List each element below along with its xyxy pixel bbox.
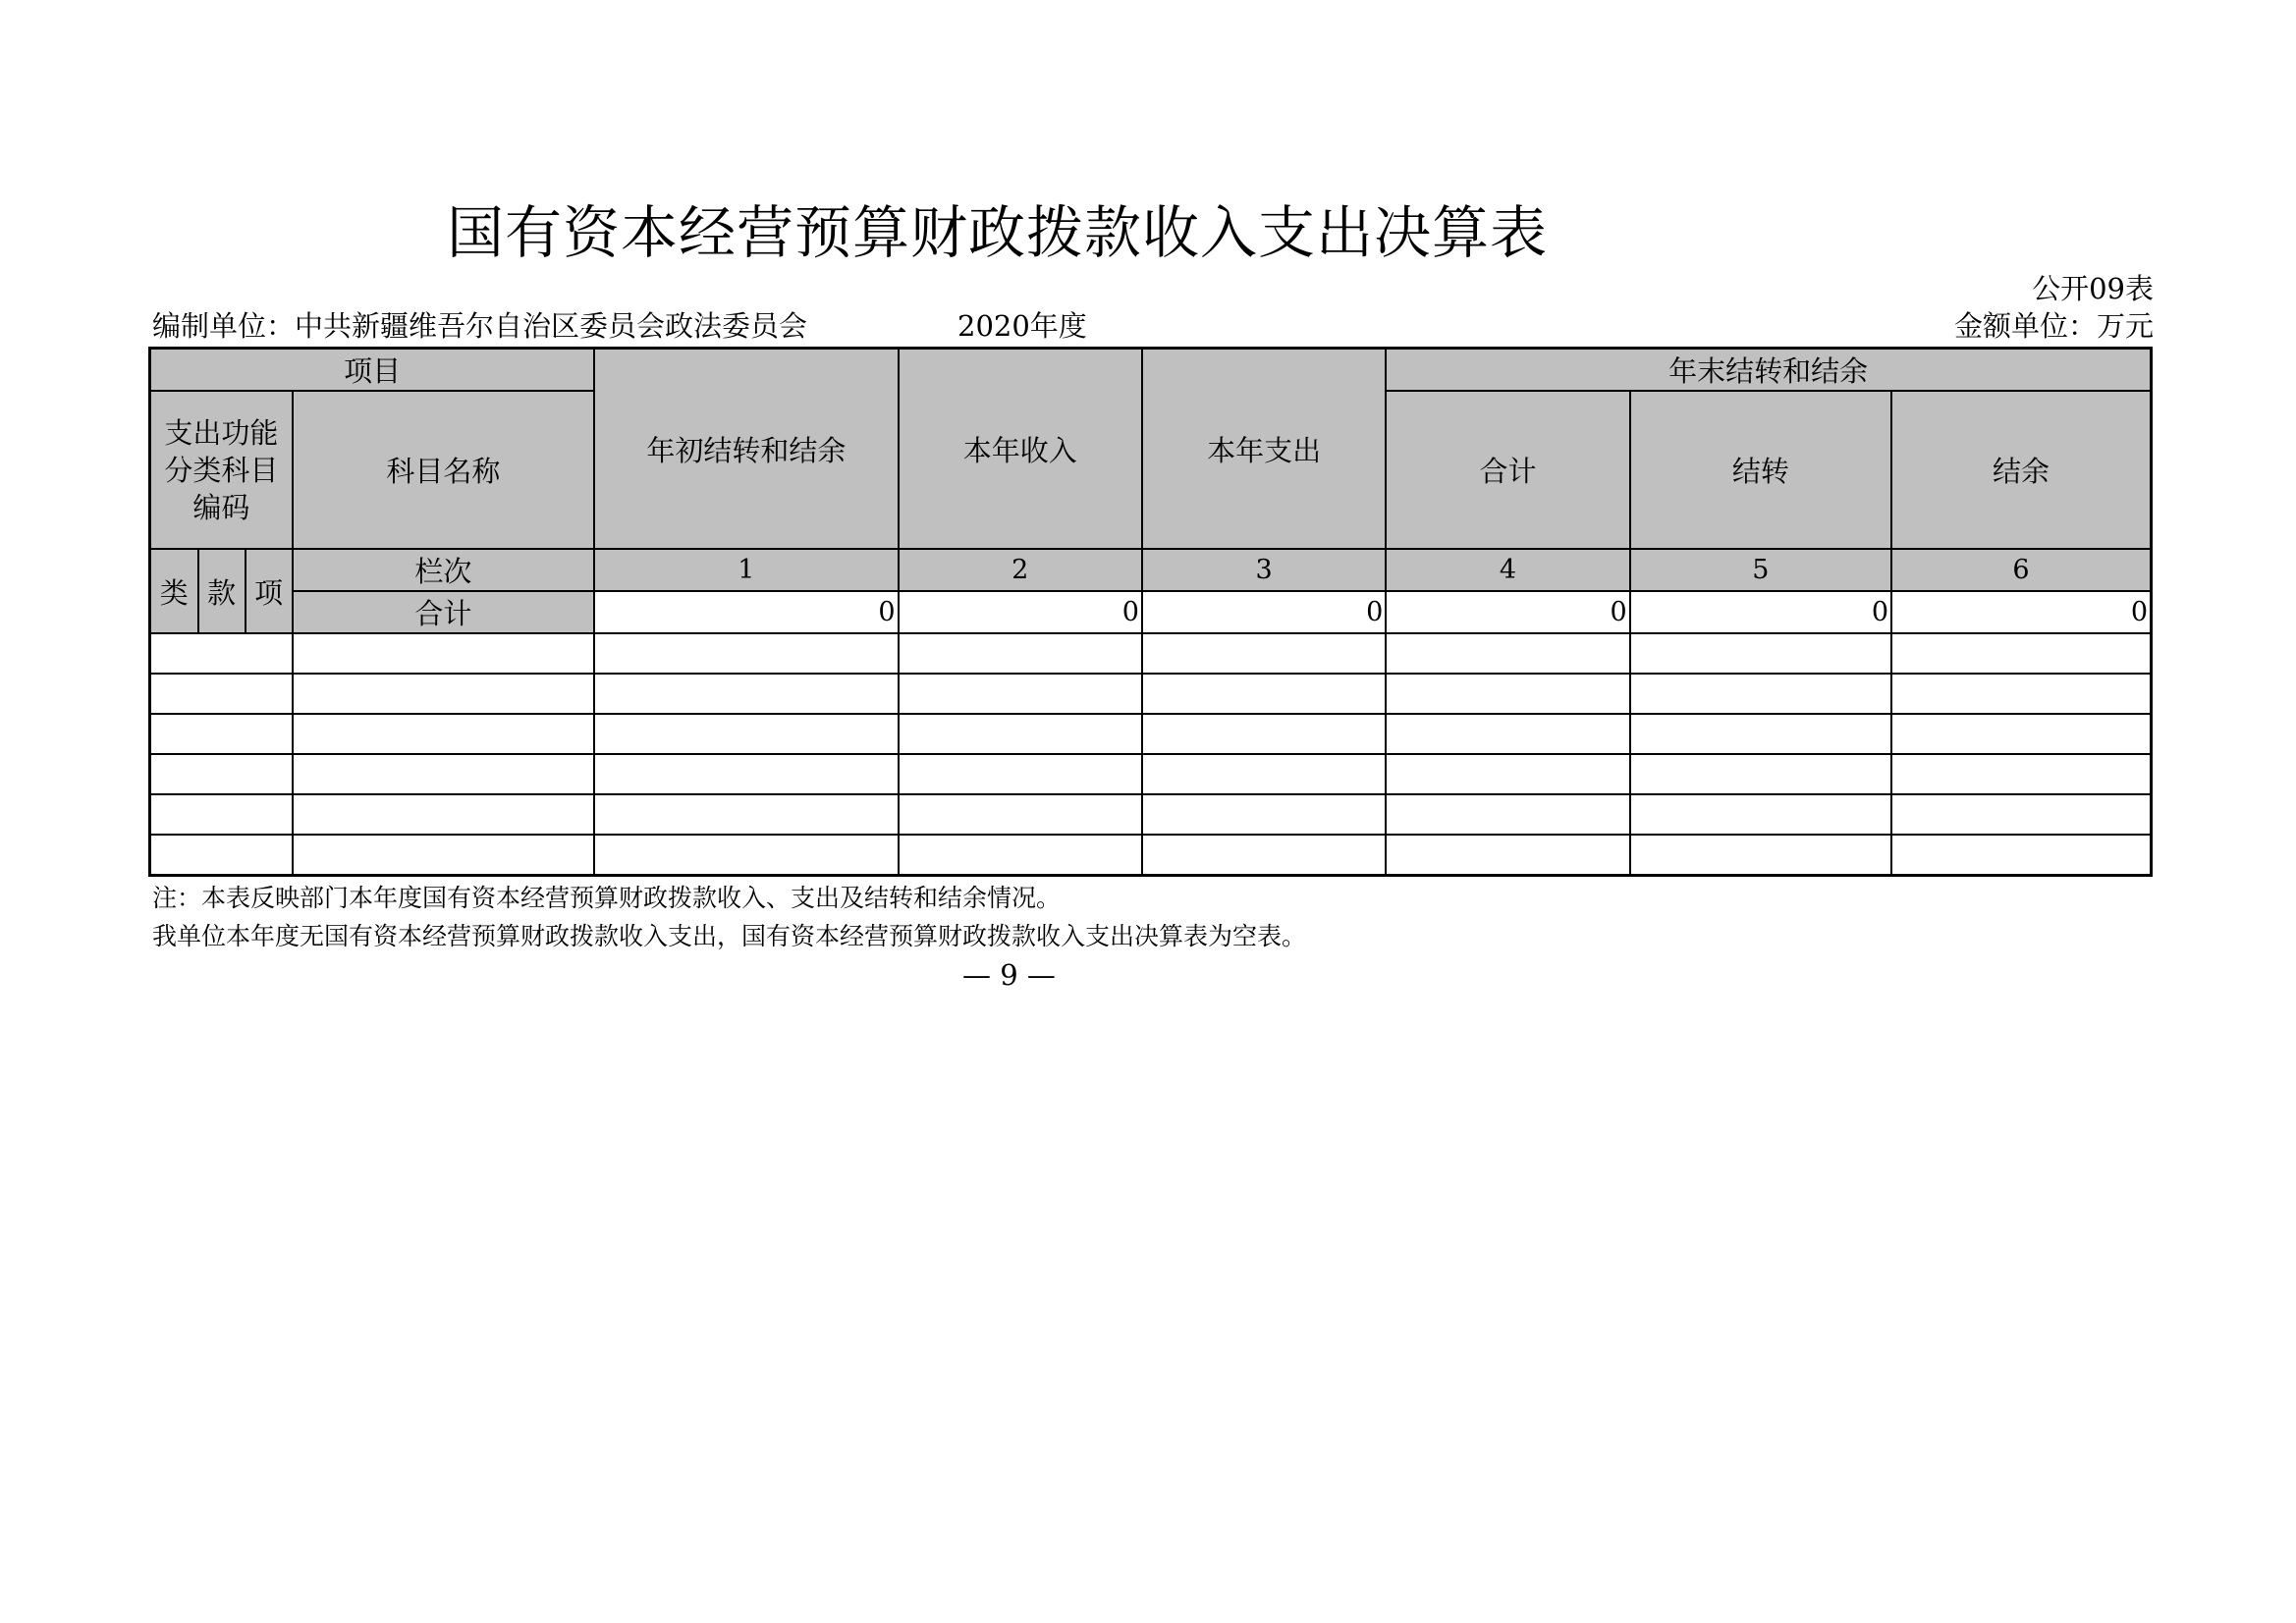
table-cell (1891, 794, 2151, 835)
table-cell (1142, 794, 1386, 835)
header-income: 本年收入 (899, 349, 1142, 550)
table-cell (1891, 714, 2151, 754)
header-column-index: 栏次 (293, 549, 594, 591)
table-cell (1630, 674, 1891, 714)
table-cell (899, 835, 1142, 875)
table-cell (150, 674, 293, 714)
table-cell (293, 754, 594, 794)
table-cell (899, 714, 1142, 754)
table-cell (1142, 633, 1386, 674)
table-cell (293, 674, 594, 714)
table-cell (293, 714, 594, 754)
table-cell (899, 633, 1142, 674)
total-label: 合计 (293, 591, 594, 633)
table-row (150, 754, 2152, 794)
table-cell (293, 633, 594, 674)
table-cell (594, 794, 898, 835)
table-cell (1386, 674, 1629, 714)
table-cell (1386, 794, 1629, 835)
column-number: 3 (1142, 549, 1386, 591)
table-cell (1891, 633, 2151, 674)
header-end-balance: 年末结转和结余 (1386, 349, 2151, 392)
column-number: 4 (1386, 549, 1629, 591)
header-xiang: 项 (246, 549, 293, 633)
table-cell (594, 714, 898, 754)
table-cell (1142, 714, 1386, 754)
table-row (150, 714, 2152, 754)
table-row (150, 633, 2152, 674)
total-value: 0 (594, 591, 898, 633)
report-meta (152, 306, 2154, 346)
column-number: 2 (899, 549, 1142, 591)
table-cell (293, 794, 594, 835)
table-cell (1142, 674, 1386, 714)
empty-table-statement: 我单位本年度无国有资本经营预算财政拨款收入支出，国有资本经营预算财政拨款收入支出决算表为空表。 (152, 922, 1307, 950)
table-cell (1891, 674, 2151, 714)
table-cell (1142, 754, 1386, 794)
header-carryover: 结转 (1630, 391, 1891, 549)
total-value: 0 (1630, 591, 1891, 633)
table-row (150, 794, 2152, 835)
header-project: 项目 (150, 349, 595, 392)
form-number: 公开09表 (2032, 272, 2154, 305)
table-row (150, 835, 2152, 875)
table-cell (1142, 835, 1386, 875)
table-cell (1630, 835, 1891, 875)
total-value: 0 (1386, 591, 1629, 633)
amount-unit: 金额单位：万元 (1953, 309, 2154, 343)
column-number: 1 (594, 549, 898, 591)
header-row-1 (150, 349, 2152, 392)
header-begin-balance: 年初结转和结余 (594, 349, 898, 550)
table-cell (1386, 714, 1629, 754)
table-cell (1386, 754, 1629, 794)
column-number: 5 (1630, 549, 1891, 591)
table-cell (150, 794, 293, 835)
header-surplus: 结余 (1891, 391, 2151, 549)
table-cell (1891, 754, 2151, 794)
header-kuan: 款 (198, 549, 246, 633)
table-cell (1891, 835, 2151, 875)
header-func-code: 支出功能分类科目编码 (150, 391, 293, 549)
table-cell (1630, 754, 1891, 794)
header-expense: 本年支出 (1142, 349, 1386, 550)
total-value: 0 (899, 591, 1142, 633)
fiscal-year: 2020年度 (957, 309, 1087, 343)
table-cell (1630, 633, 1891, 674)
preparing-unit: 编制单位：中共新疆维吾尔自治区委员会政法委员会 (152, 309, 808, 343)
table-cell (899, 794, 1142, 835)
table-row (150, 674, 2152, 714)
table-cell (594, 835, 898, 875)
table-cell (1386, 633, 1629, 674)
table-cell (150, 835, 293, 875)
header-total: 合计 (1386, 391, 1629, 549)
header-subject-name: 科目名称 (293, 391, 594, 549)
column-number: 6 (1891, 549, 2151, 591)
total-row (150, 591, 2152, 633)
table-cell (594, 674, 898, 714)
table-cell (150, 633, 293, 674)
table-cell (594, 633, 898, 674)
table-cell (899, 754, 1142, 794)
total-value: 0 (1891, 591, 2151, 633)
table-cell (293, 835, 594, 875)
table-cell (594, 754, 898, 794)
table-cell (150, 714, 293, 754)
report-title: 国有资本经营预算财政拨款收入支出决算表 (447, 199, 1549, 266)
budget-table (148, 347, 2153, 877)
column-index-row (150, 549, 2152, 591)
table-cell (899, 674, 1142, 714)
total-value: 0 (1142, 591, 1386, 633)
table-cell (1630, 714, 1891, 754)
page-number: — 9 — (962, 958, 1056, 992)
table-cell (150, 754, 293, 794)
table-cell (1630, 794, 1891, 835)
footnote: 注：本表反映部门本年度国有资本经营预算财政拨款收入、支出及结转和结余情况。 (152, 884, 1062, 912)
table-cell (1386, 835, 1629, 875)
header-lei: 类 (150, 549, 198, 633)
